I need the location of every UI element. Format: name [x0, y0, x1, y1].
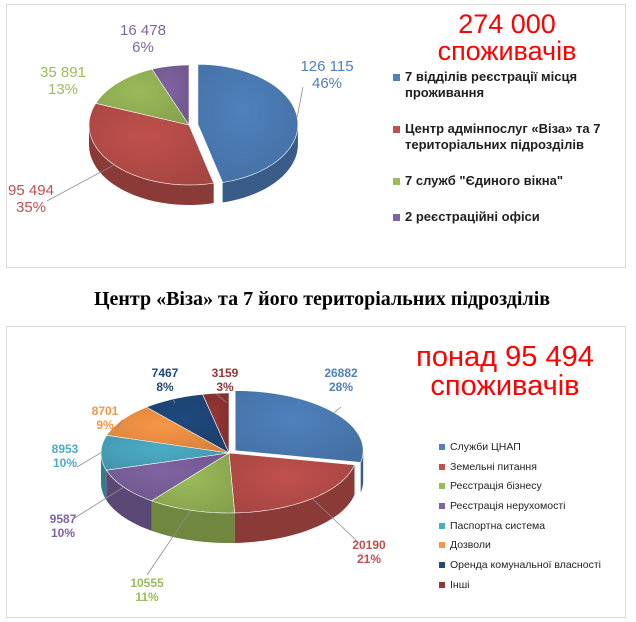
percent-label-6: 9% — [96, 418, 114, 432]
legend-item-4 — [439, 500, 625, 520]
legend-total — [393, 69, 621, 245]
percent-label-8: 3% — [216, 380, 234, 394]
legend-item-7 — [439, 559, 625, 579]
legend-swatch-icon — [439, 542, 445, 548]
value-label-4: 9587 — [49, 512, 77, 526]
legend-label: Служби ЦНАП — [450, 441, 521, 453]
legend-item-1 — [439, 441, 625, 461]
leader-line-1 — [334, 407, 341, 413]
percent-label-3: 11% — [135, 590, 159, 604]
legend-item-4 — [393, 209, 621, 225]
percent-label-2: 21% — [356, 552, 382, 566]
legend-item-2 — [439, 461, 625, 481]
legend-label: Дозволи — [450, 539, 491, 552]
value-label-1: 126 115 — [300, 58, 354, 75]
legend-swatch-icon — [393, 126, 400, 133]
legend-swatch-icon — [439, 464, 445, 470]
legend-item-3 — [393, 173, 621, 189]
value-label-1: 26882 — [324, 366, 358, 380]
legend-swatch-icon — [393, 214, 400, 221]
value-label-6: 8701 — [91, 404, 119, 418]
value-label-7: 7467 — [151, 366, 179, 380]
legend-item-1 — [393, 69, 621, 101]
leader-line-1 — [297, 87, 303, 117]
pie-slices — [101, 391, 363, 543]
legend-item-5 — [439, 520, 625, 540]
chart-title-total: 274 000 споживачів — [437, 9, 577, 66]
chart-title-viza: понад 95 494 споживачів — [416, 341, 594, 402]
percent-label-2: 35% — [15, 199, 47, 216]
legend-label: 2 реєстраційні офіси — [405, 209, 540, 224]
percent-label-1: 46% — [311, 75, 343, 92]
value-label-5: 8953 — [51, 442, 79, 456]
legend-label: Центр адмінпослуг «Віза» та 7 територіальних підрозділів — [405, 121, 601, 152]
legend-item-6 — [439, 539, 625, 559]
legend-label: Реєстрація нерухомості — [450, 500, 566, 513]
percent-label-1: 28% — [328, 380, 354, 394]
leader-line-2 — [47, 165, 114, 201]
slice-top-1 — [235, 391, 363, 463]
legend-label: Паспортна система — [450, 519, 546, 532]
value-label-3: 35 891 — [40, 64, 86, 81]
legend-swatch-icon — [439, 483, 445, 489]
legend-label: Інші — [450, 578, 470, 591]
legend-label: 7 відділів реєстрації місця проживання — [405, 69, 578, 100]
legend-label: Земельні питання — [450, 460, 537, 473]
percent-label-4: 10% — [50, 526, 76, 540]
legend-swatch-icon — [439, 582, 445, 588]
percent-label-4: 6% — [132, 39, 154, 56]
chart-panel-viza — [6, 326, 626, 618]
leader-line-5 — [77, 453, 101, 467]
percent-label-3: 13% — [47, 81, 79, 98]
value-label-3: 10555 — [130, 576, 164, 590]
percent-label-7: 8% — [156, 380, 174, 394]
legend-swatch-icon — [439, 503, 445, 509]
legend-label: Оренда комунальної власності — [450, 559, 601, 572]
section-subtitle: Центр «Віза» та 7 його територіальних підрозділів — [93, 288, 551, 310]
legend-swatch-icon — [393, 74, 400, 81]
legend-swatch-icon — [439, 444, 445, 450]
value-label-2: 95 494 — [8, 182, 54, 199]
legend-swatch-icon — [393, 178, 400, 185]
value-label-4: 16 478 — [120, 22, 166, 39]
percent-label-5: 10% — [52, 456, 78, 470]
chart-panel-total — [6, 4, 626, 268]
legend-swatch-icon — [439, 523, 445, 529]
legend-item-3 — [439, 480, 625, 500]
legend-viza — [439, 441, 625, 599]
legend-label: Реєстрація бізнесу — [450, 480, 542, 493]
legend-item-8 — [439, 579, 625, 599]
legend-item-2 — [393, 121, 621, 153]
value-label-8: 3159 — [211, 366, 239, 380]
legend-swatch-icon — [439, 562, 445, 568]
value-label-2: 20190 — [352, 538, 386, 552]
legend-label: 7 служб "Єдиного вікна" — [405, 173, 564, 188]
pie-slices — [89, 64, 298, 205]
